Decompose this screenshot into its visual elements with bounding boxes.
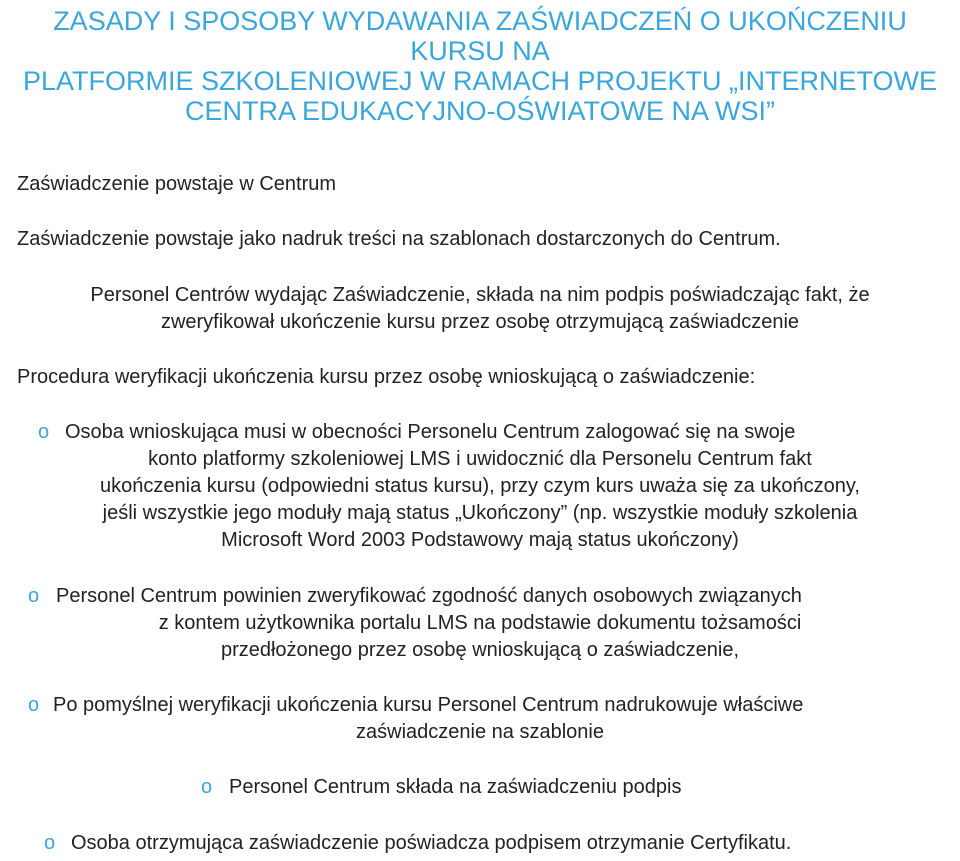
bullet-marker: o bbox=[28, 585, 40, 607]
title-line-4: CENTRA EDUKACYJNO-OŚWIATOWE NA WSI” bbox=[184, 96, 776, 126]
bullet-marker: o bbox=[38, 421, 50, 443]
bullet-1-line-4: jeśli wszystkie jego moduły mają status „Ukończony” (np. wszystkie moduły szkolenia bbox=[102, 502, 858, 524]
bullet-marker: o bbox=[44, 832, 56, 854]
bullet-marker: o bbox=[28, 694, 40, 716]
paragraph-1: Zaświadczenie powstaje w Centrum bbox=[17, 173, 337, 195]
bullet-5-line-1: Osoba otrzymująca zaświadczenie poświadcza podpisem otrzymanie Certyfikatu. bbox=[71, 832, 792, 854]
title-line-2: KURSU NA bbox=[410, 36, 550, 66]
paragraph-4: Procedura weryfikacji ukończenia kursu przez osobę wnioskującą o zaświadczenie: bbox=[17, 366, 756, 388]
paragraph-3-line-2: zweryfikował ukończenie kursu przez osobę otrzymującą zaświadczenie bbox=[160, 311, 800, 333]
title-line-1: ZASADY I SPOSOBY WYDAWANIA ZAŚWIADCZEŃ O UKOŃCZENIU bbox=[53, 6, 907, 36]
paragraph-3-line-1: Personel Centrów wydając Zaświadczenie, składa na nim podpis poświadczając fakt, że bbox=[90, 284, 870, 306]
paragraph-2: Zaświadczenie powstaje jako nadruk treści na szablonach dostarczonych do Centrum. bbox=[17, 228, 781, 250]
bullet-1-line-3: ukończenia kursu (odpowiedni status kursu), przy czym kurs uważa się za ukończony, bbox=[100, 475, 860, 497]
bullet-marker: o bbox=[201, 776, 213, 798]
bullet-4-line-1: Personel Centrum składa na zaświadczeniu podpis bbox=[229, 776, 682, 798]
document-title bbox=[0, 6, 960, 126]
bullet-1-line-5: Microsoft Word 2003 Podstawowy mają status ukończony) bbox=[221, 529, 739, 551]
bullet-3-line-1: Po pomyślnej weryfikacji ukończenia kursu Personel Centrum nadrukowuje właściwe bbox=[53, 694, 804, 716]
bullet-1-line-2: konto platformy szkoleniowej LMS i uwidocznić dla Personelu Centrum fakt bbox=[148, 448, 812, 470]
bullet-2-line-2: z kontem użytkownika portalu LMS na podstawie dokumentu tożsamości bbox=[158, 612, 802, 634]
bullet-1-line-1: Osoba wnioskująca musi w obecności Personelu Centrum zalogować się na swoje bbox=[65, 421, 796, 443]
bullet-3-line-2: zaświadczenie na szablonie bbox=[356, 721, 604, 743]
bullet-2-line-1: Personel Centrum powinien zweryfikować zgodność danych osobowych związanych bbox=[56, 585, 802, 607]
bullet-2-line-3: przedłożonego przez osobę wnioskującą o zaświadczenie, bbox=[220, 639, 740, 661]
title-line-3: PLATFORMIE SZKOLENIOWEJ W RAMACH PROJEKTU „INTERNETOWE bbox=[22, 66, 938, 96]
